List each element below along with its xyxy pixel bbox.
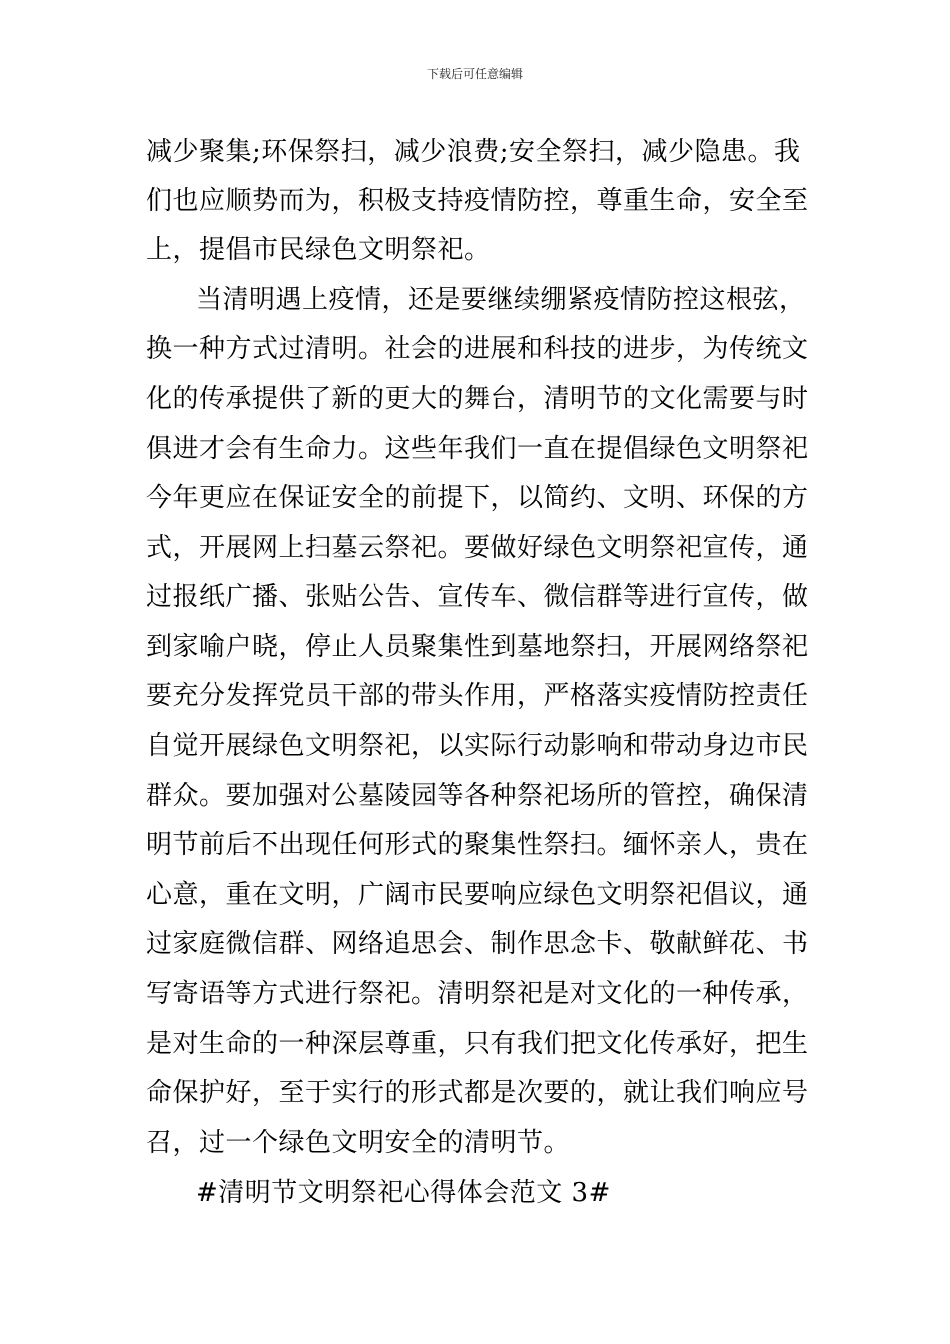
text-line: 明节前后不出现任何形式的聚集性祭扫。缅怀亲人，贵在 bbox=[146, 830, 809, 860]
text-line: 群众。要加强对公墓陵园等各种祭祀场所的管控，确保清 bbox=[146, 781, 809, 811]
text-line: 们也应顺势而为，积极支持疫情防控，尊重生命，安全至 bbox=[146, 186, 809, 216]
text-line: 化的传承提供了新的更大的舞台，清明节的文化需要与时 bbox=[146, 384, 809, 414]
text-line: 过家庭微信群、网络追思会、制作思念卡、敬献鲜花、书 bbox=[146, 929, 809, 959]
text-line: 到家喻户晓，停止人员聚集性到墓地祭扫，开展网络祭祀 bbox=[146, 632, 809, 662]
section-heading: #清明节文明祭祀心得体会范文 3# bbox=[196, 1178, 611, 1208]
text-line: 式，开展网上扫墓云祭祀。要做好绿色文明祭祀宣传，通 bbox=[146, 533, 809, 563]
text-line: 心意，重在文明，广阔市民要响应绿色文明祭祀倡议，通 bbox=[146, 880, 809, 910]
page-header: 下载后可任意编辑 bbox=[426, 67, 523, 81]
text-line: 今年更应在保证安全的前提下，以简约、文明、环保的方 bbox=[146, 483, 809, 513]
text-line: 换一种方式过清明。社会的进展和科技的进步，为传统文 bbox=[146, 334, 809, 364]
text-line: 要充分发挥党员干部的带头作用，严格落实疫情防控责任 bbox=[146, 681, 809, 711]
text-line: 过报纸广播、张贴公告、宣传车、微信群等进行宣传，做 bbox=[146, 582, 809, 612]
text-line: 俱进才会有生命力。这些年我们一直在提倡绿色文明祭祀 bbox=[146, 434, 809, 464]
text-line: 是对生命的一种深层尊重，只有我们把文化传承好，把生 bbox=[146, 1029, 809, 1059]
text-line: 命保护好，至于实行的形式都是次要的，就让我们响应号 bbox=[146, 1078, 809, 1108]
text-line: 写寄语等方式进行祭祀。清明祭祀是对文化的一种传承， bbox=[146, 979, 809, 1009]
text-line: 召，过一个绿色文明安全的清明节。 bbox=[146, 1128, 571, 1158]
text-line: 上，提倡市民绿色文明祭祀。 bbox=[146, 235, 491, 265]
paragraph-first-line: 当清明遇上疫情，还是要继续绷紧疫情防控这根弦， bbox=[196, 285, 806, 315]
text-line: 减少聚集;环保祭扫，减少浪费;安全祭扫，减少隐患。我 bbox=[146, 137, 801, 167]
text-line: 自觉开展绿色文明祭祀，以实际行动影响和带动身边市民 bbox=[146, 731, 809, 761]
